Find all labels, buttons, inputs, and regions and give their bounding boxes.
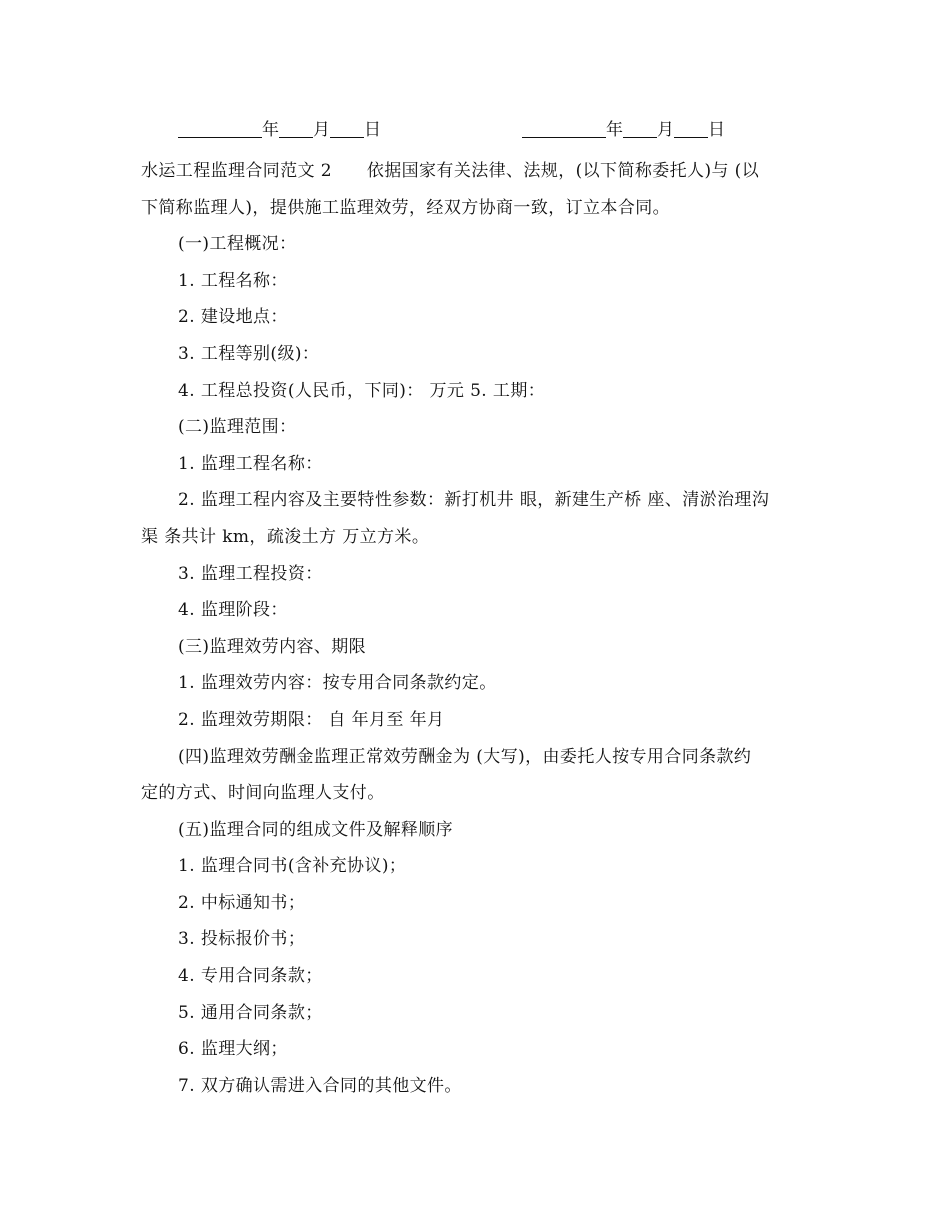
section-heading: (四)监理效劳酬金监理正常效劳酬金为 (大写)，由委托人按专用合同条款约 [178,746,752,767]
date-right [522,120,725,140]
year-blank [522,121,606,138]
section-heading: (五)监理合同的组成文件及解释顺序 [178,819,454,840]
list-item: 1. 监理效劳内容：按专用合同条款约定。 [178,673,497,694]
list-item: 2. 建设地点： [178,307,288,328]
list-item: 2. 监理效劳期限： 自 年月至 年月 [178,709,445,730]
year-label: 年 [262,120,279,140]
list-item: 3. 投标报价书； [178,929,306,950]
day-label: 日 [364,120,381,140]
list-item: 4. 工程总投资(人民币，下同)： 万元 5. 工期： [178,380,546,401]
section-heading: (二)监理范围： [178,417,297,438]
year-label: 年 [606,120,623,140]
list-item-continued: 渠 条共计 km，疏浚土方 万立方米。 [141,526,430,547]
list-item: 3. 工程等别(级)： [178,343,320,364]
list-item: 1. 监理合同书(含补充协议)； [178,856,407,877]
intro-line: 水运工程监理合同范文 2 依据国家有关法律、法规，(以下简称委托人)与 (以 [141,161,760,181]
day-label: 日 [708,120,725,140]
list-item: 2. 监理工程内容及主要特性参数：新打机井 眼，新建生产桥 座、清淤治理沟 [178,490,770,511]
section-heading-continued: 定的方式、时间向监理人支付。 [141,783,385,804]
month-label: 月 [313,120,330,140]
list-item: 4. 监理阶段： [178,600,288,621]
day-blank [674,121,708,138]
month-blank [623,121,657,138]
section-heading: (三)监理效劳内容、期限 [178,636,367,657]
list-item: 3. 监理工程投资： [178,563,323,584]
signature-date-row [0,120,950,144]
list-item: 1. 监理工程名称： [178,453,323,474]
list-item: 7. 双方确认需进入合同的其他文件。 [178,1075,462,1096]
contract-body [141,153,811,1104]
intro-line-continued: 下简称监理人)，提供施工监理效劳，经双方协商一致，订立本合同。 [141,197,671,218]
date-left [178,120,381,140]
list-item: 2. 中标通知书； [178,892,306,913]
list-item: 5. 通用合同条款； [178,1002,323,1023]
section-heading: (一)工程概况： [178,234,297,255]
year-blank [178,121,262,138]
list-item: 4. 专用合同条款； [178,966,323,987]
month-blank [279,121,313,138]
month-label: 月 [657,120,674,140]
day-blank [330,121,364,138]
list-item: 6. 监理大纲； [178,1039,288,1060]
list-item: 1. 工程名称： [178,270,288,291]
